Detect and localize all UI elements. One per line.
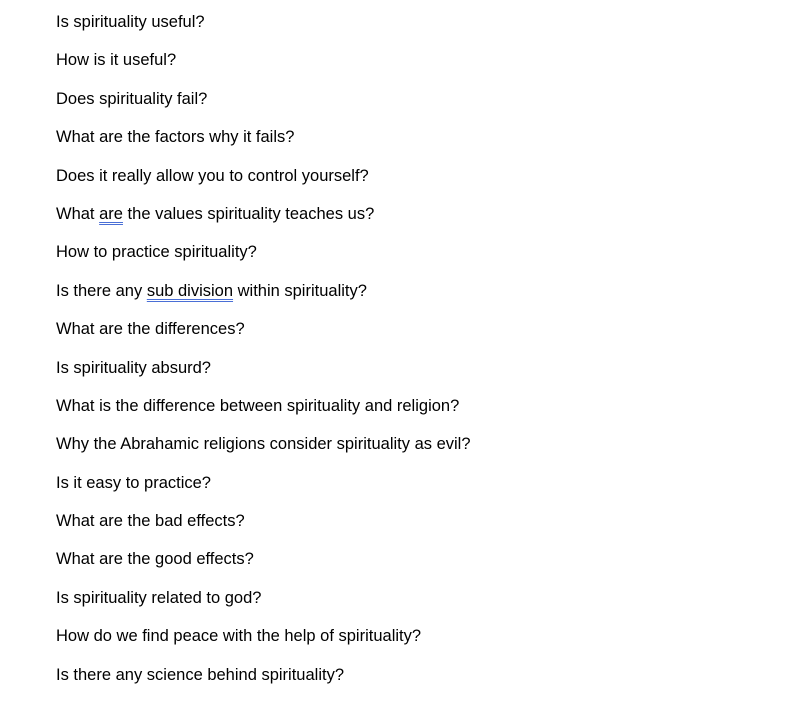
question-text: What are the factors why it fails? [56, 128, 295, 147]
question-line[interactable] [56, 510, 471, 548]
question-text: How is it useful? [56, 51, 177, 70]
question-text: What are the bad effects? [56, 512, 245, 531]
question-line[interactable] [56, 357, 471, 395]
question-text: Is spirituality useful? [56, 13, 205, 31]
question-text: Why the Abrahamic religions consider spirituality as evil? [56, 435, 471, 454]
question-line[interactable] [56, 203, 471, 241]
question-text: Is spirituality related to god? [56, 588, 262, 607]
question-text: What [56, 204, 100, 223]
question-line[interactable] [56, 11, 471, 49]
question-line[interactable] [56, 548, 471, 586]
grammar-flag-text: are [99, 204, 123, 223]
question-line[interactable] [56, 318, 471, 356]
question-line[interactable] [56, 625, 471, 663]
question-line[interactable] [56, 664, 471, 702]
question-text: What is the difference between spirituality and religion? [56, 396, 460, 415]
question-line[interactable] [56, 587, 471, 625]
question-line[interactable] [56, 241, 471, 279]
question-text: Is there any science behind spirituality? [56, 665, 344, 684]
question-line[interactable] [56, 165, 471, 203]
question-text: Is there any [56, 281, 147, 300]
question-line[interactable] [56, 433, 471, 471]
question-text: Is it easy to practice? [56, 473, 211, 492]
question-line[interactable] [56, 280, 471, 318]
question-line[interactable] [56, 49, 471, 87]
question-text: How to practice spirituality? [56, 243, 257, 262]
question-text: Is spirituality absurd? [56, 358, 211, 377]
question-text: Does spirituality fail? [56, 89, 208, 108]
question-text: Does it really allow you to control yourself? [56, 166, 369, 185]
grammar-flag-text: sub division [146, 281, 234, 300]
question-line[interactable] [56, 126, 471, 164]
question-text: within spirituality? [233, 281, 367, 300]
question-text: What are the differences? [56, 320, 245, 339]
question-text: the values spirituality teaches us? [122, 204, 375, 223]
question-text: What are the good effects? [56, 550, 254, 569]
question-line[interactable] [56, 472, 471, 510]
question-list [56, 11, 471, 702]
question-line[interactable] [56, 88, 471, 126]
question-text: How do we find peace with the help of spirituality? [56, 627, 422, 646]
question-line[interactable] [56, 395, 471, 433]
